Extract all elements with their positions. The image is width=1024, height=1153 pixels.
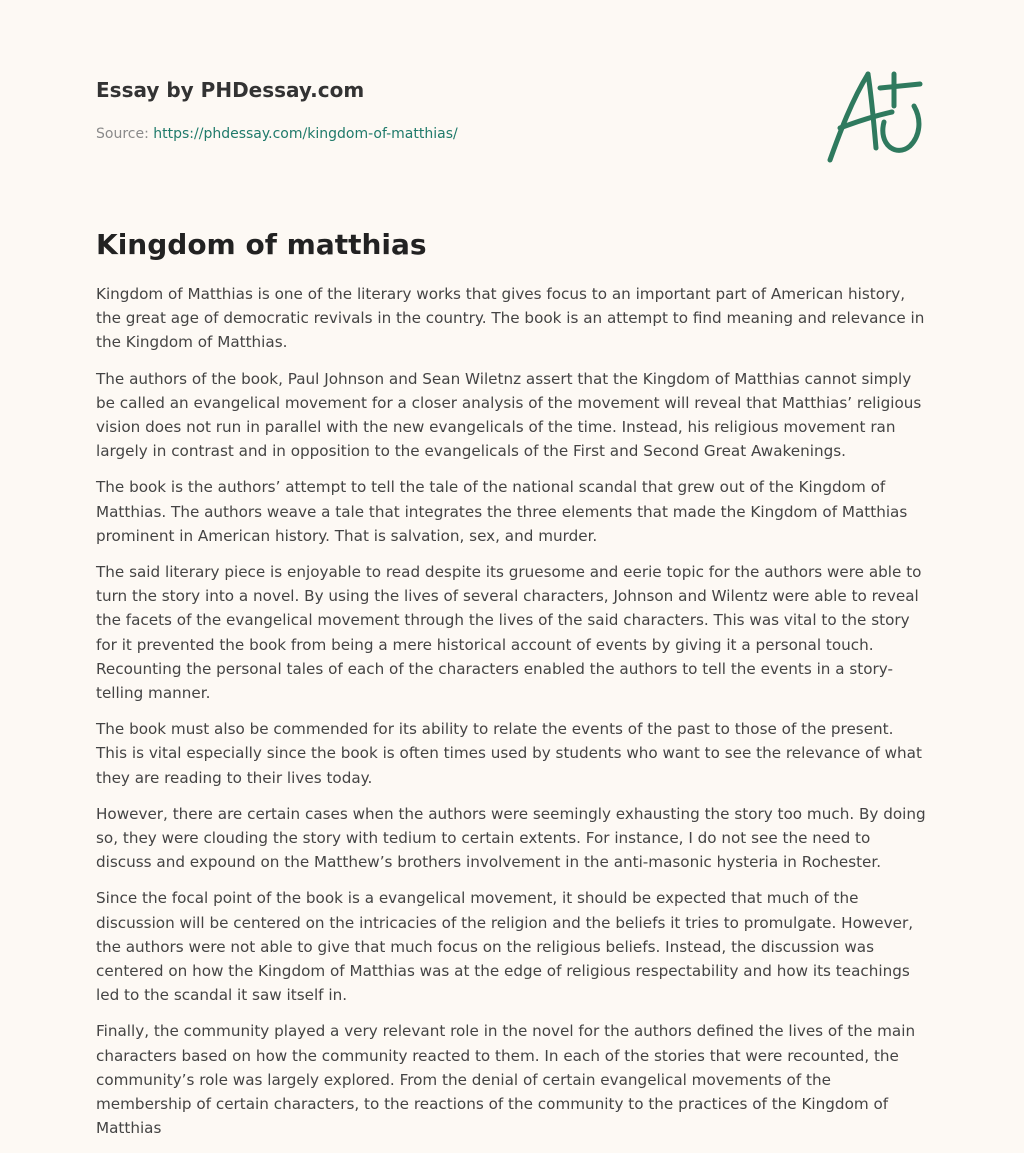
article-paragraph: The authors of the book, Paul Johnson and Sean Wiletnz assert that the Kingdom of Matthias cannot simply be called an evangelical movement for a closer analysis of the movement will reveal that Matthias’ religious vision does not run in parallel with the new evangelicals of the time. Instead, his religious movement ran largely in contrast and in opposition to the evangelicals of the First and Second Great Awakenings. bbox=[96, 369, 922, 461]
article-paragraph: The book is the authors’ attempt to tell the tale of the national scandal that grew out of the Kingdom of Matthias. The authors weave a tale that integrates the three elements that made the Kingdom of Matthias prominent in American history. That is salvation, sex, and murder. bbox=[96, 478, 908, 545]
source-line bbox=[96, 124, 796, 144]
source-label: Source: bbox=[96, 126, 154, 142]
article-paragraph: The said literary piece is enjoyable to read despite its gruesome and eerie topic for the authors were able to turn the story into a novel. By using the lives of several characters, Johnson and Wilentz were able to reveal the facets of the evangelical movement through the lives of the said characters. This was vital to the story for it prevented the book from being a mere historical account of events by giving it a personal touch. Recounting the personal tales of each of the characters enabled the authors to tell the events in a story-telling manner. bbox=[96, 563, 922, 703]
article-paragraph: Finally, the community played a very relevant role in the novel for the authors defined the lives of the main characters based on how the community reacted to them. In each of the stories that were recounted, the community’s role was largely explored. From the denial of certain evangelical movements of the membership of certain characters, to the reactions of the community to the practices of the Kingdom of Matthias bbox=[96, 1022, 916, 1138]
brand-title: Essay by PHDessay.com bbox=[96, 78, 365, 102]
page-header bbox=[96, 76, 796, 144]
article bbox=[96, 226, 928, 1153]
article-paragraph: Since the focal point of the book is a evangelical movement, it should be expected that much of the discussion will be centered on the intricacies of the religion and the beliefs it tries to promulgate. However, the authors were not able to give that much focus on the religious beliefs. Instead, the discussion was centered on how the Kingdom of Matthias was at the edge of religious respectability and how its teachings led to the scandal it saw itself in. bbox=[96, 889, 914, 1005]
article-paragraph: However, there are certain cases when the authors were seemingly exhausting the story too much. By doing so, they were clouding the story with tedium to certain extents. For instance, I do not see the need to discuss and expound on the Matthew’s brothers involvement in the anti-masonic hysteria in Rochester. bbox=[96, 804, 926, 872]
a-plus-logo-icon bbox=[822, 66, 932, 166]
article-paragraph: Kingdom of Matthias is one of the literary works that gives focus to an important part of American history, the great age of democratic revivals in the country. The book is an attempt to find meaning and relevance in the Kingdom of Matthias. bbox=[96, 285, 925, 352]
source-link[interactable]: https://phdessay.com/kingdom-of-matthias/ bbox=[153, 126, 458, 142]
article-paragraph: The book must also be commended for its ability to relate the events of the past to those of the present. This is vital especially since the book is often times used by students who want to see the relevance of what they are reading to their lives today. bbox=[96, 720, 922, 787]
article-title: Kingdom of matthias bbox=[96, 228, 427, 261]
